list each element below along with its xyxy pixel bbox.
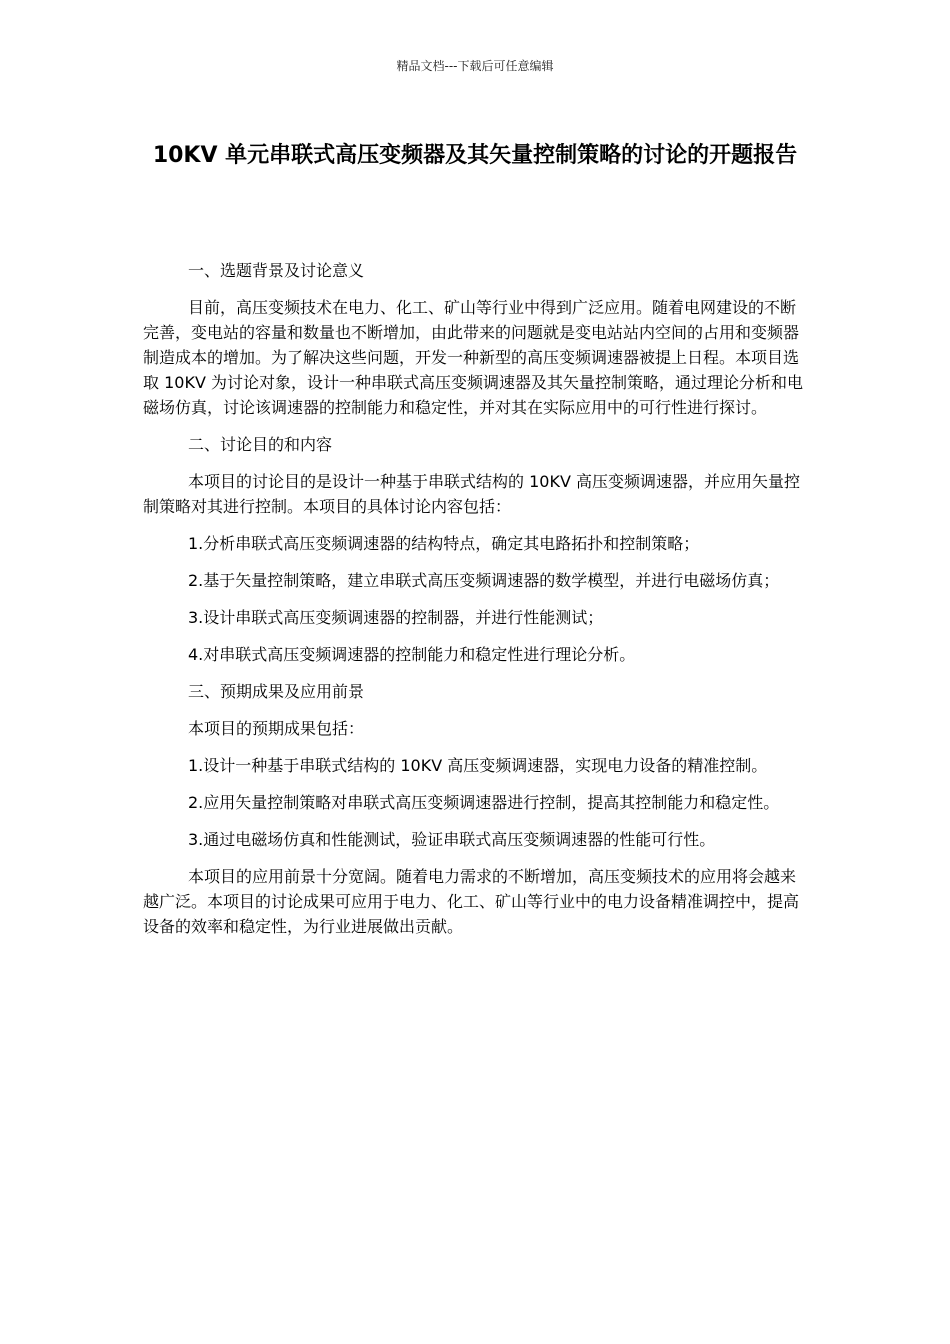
section-heading-outcomes: 三、预期成果及应用前景 [188, 682, 365, 701]
list-item-outcome-1: 1.设计一种基于串联式结构的 10KV 高压变频调速器，实现电力设备的精准控制。 [188, 756, 768, 775]
section-heading-background: 一、选题背景及讨论意义 [188, 261, 365, 280]
paragraph-objectives-intro: 本项目的讨论目的是设计一种基于串联式结构的 10KV 高压变频调速器，并应用矢量控制策略对其进行控制。本项目的具体讨论内容包括： [143, 472, 800, 516]
list-item-outcome-3: 3.通过电磁场仿真和性能测试，验证串联式高压变频调速器的性能可行性。 [188, 830, 716, 849]
section-heading-objectives: 二、讨论目的和内容 [188, 435, 333, 454]
document-body [143, 258, 807, 951]
list-item-outcome-2: 2.应用矢量控制策略对串联式高压变频调速器进行控制，提高其控制能力和稳定性。 [188, 793, 780, 812]
list-item-objective-1: 1.分析串联式高压变频调速器的结构特点，确定其电路拓扑和控制策略； [188, 534, 700, 553]
paragraph-outcomes-intro: 本项目的预期成果包括： [188, 719, 365, 738]
list-item-objective-3: 3.设计串联式高压变频调速器的控制器，并进行性能测试； [188, 608, 604, 627]
list-item-objective-4: 4.对串联式高压变频调速器的控制能力和稳定性进行理论分析。 [188, 645, 636, 664]
document-title: 10KV 单元串联式高压变频器及其矢量控制策略的讨论的开题报告 [152, 143, 798, 168]
list-item-objective-2: 2.基于矢量控制策略，建立串联式高压变频调速器的数学模型，并进行电磁场仿真； [188, 571, 780, 590]
paragraph-prospects: 本项目的应用前景十分宽阔。随着电力需求的不断增加，高压变频技术的应用将会越来越广泛。本项目的讨论成果可应用于电力、化工、矿山等行业中的电力设备精准调控中，提高设备的效率和稳定性，为行业进展做出贡献。 [143, 867, 800, 936]
header-note: 精品文档---下载后可任意编辑 [396, 59, 554, 73]
paragraph-background: 目前，高压变频技术在电力、化工、矿山等行业中得到广泛应用。随着电网建设的不断完善，变电站的容量和数量也不断增加，由此带来的问题就是变电站站内空间的占用和变频器制造成本的增加。为了解决这些问题，开发一种新型的高压变频调速器被提上日程。本项目选取 10KV 为讨论对象，设计一种串联式高压变频调速器及其矢量控制策略，通过理论分析和电磁场仿真，讨论该调速器的控制能力和稳定性，并对其在实际应用中的可行性进行探讨。 [143, 298, 803, 417]
